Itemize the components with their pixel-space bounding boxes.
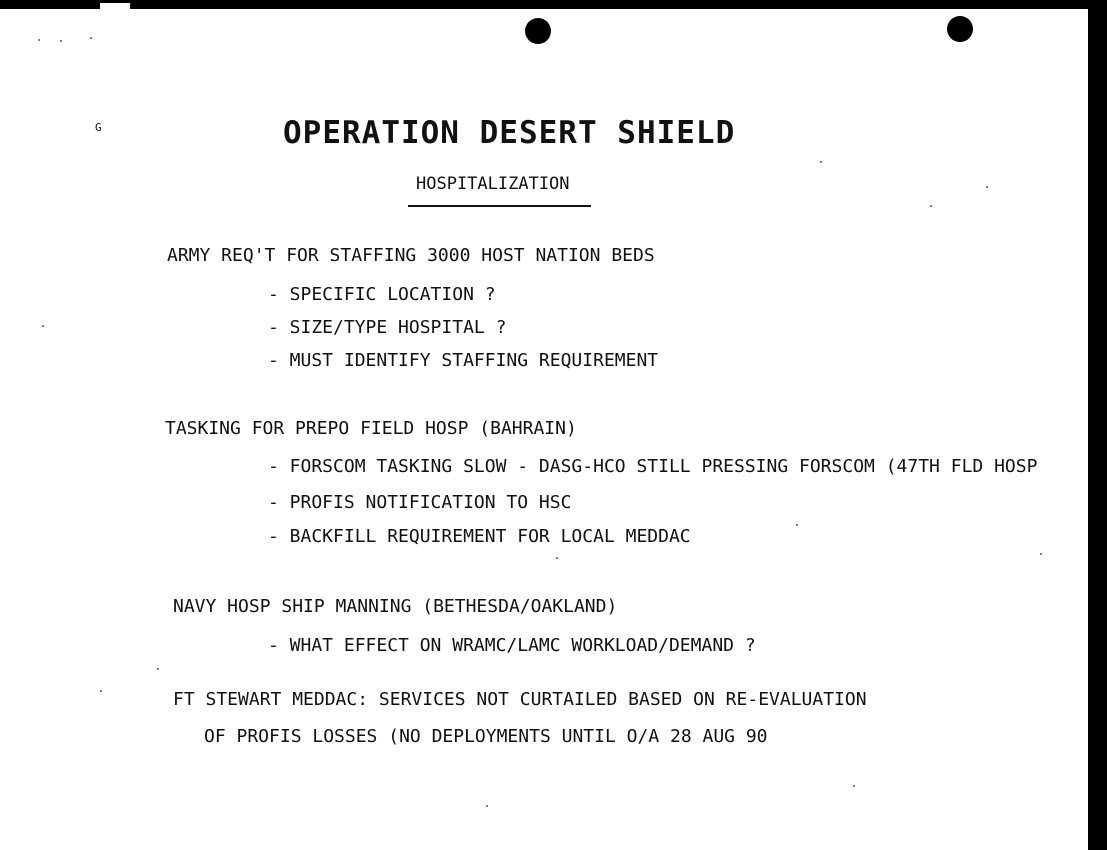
bullet-item: - BACKFILL REQUIREMENT FOR LOCAL MEDDAC bbox=[268, 526, 691, 547]
bullet-item: - WHAT EFFECT ON WRAMC/LAMC WORKLOAD/DEMAND ? bbox=[268, 635, 756, 656]
section-heading: TASKING FOR PREPO FIELD HOSP (BAHRAIN) bbox=[165, 418, 577, 439]
scan-speck bbox=[853, 785, 855, 787]
scan-speck bbox=[60, 40, 62, 42]
punch-hole bbox=[947, 16, 973, 42]
document-page bbox=[0, 9, 1088, 850]
scan-speck bbox=[930, 205, 932, 207]
page-mark: G bbox=[95, 121, 102, 134]
scan-speck bbox=[1040, 553, 1042, 555]
punch-hole bbox=[525, 18, 551, 44]
subtitle-underline bbox=[408, 205, 591, 207]
section-heading: NAVY HOSP SHIP MANNING (BETHESDA/OAKLAND) bbox=[173, 596, 618, 617]
scan-speck bbox=[90, 37, 92, 39]
section-continuation: OF PROFIS LOSSES (NO DEPLOYMENTS UNTIL O/A 28 AUG 90 bbox=[204, 726, 768, 747]
bullet-item: - PROFIS NOTIFICATION TO HSC bbox=[268, 492, 572, 513]
scan-speck bbox=[157, 668, 159, 670]
scan-speck bbox=[796, 524, 798, 526]
bullet-item: - SIZE/TYPE HOSPITAL ? bbox=[268, 317, 507, 338]
scan-speck bbox=[986, 186, 988, 188]
section-heading: ARMY REQ'T FOR STAFFING 3000 HOST NATION BEDS bbox=[167, 245, 655, 266]
bullet-item: - MUST IDENTIFY STAFFING REQUIREMENT bbox=[268, 350, 659, 371]
document-subtitle: HOSPITALIZATION bbox=[416, 174, 570, 194]
bullet-item: - FORSCOM TASKING SLOW - DASG-HCO STILL PRESSING FORSCOM (47TH FLD HOSP bbox=[268, 456, 1038, 477]
document-title: OPERATION DESERT SHIELD bbox=[283, 115, 736, 151]
scan-speck bbox=[42, 325, 44, 327]
scan-speck bbox=[556, 557, 558, 559]
scan-speck bbox=[486, 805, 488, 807]
section-heading: FT STEWART MEDDAC: SERVICES NOT CURTAILED BASED ON RE-EVALUATION bbox=[173, 689, 867, 710]
scan-speck bbox=[100, 690, 102, 692]
scan-speck bbox=[38, 39, 40, 41]
scan-speck bbox=[820, 161, 822, 163]
bullet-item: - SPECIFIC LOCATION ? bbox=[268, 284, 496, 305]
